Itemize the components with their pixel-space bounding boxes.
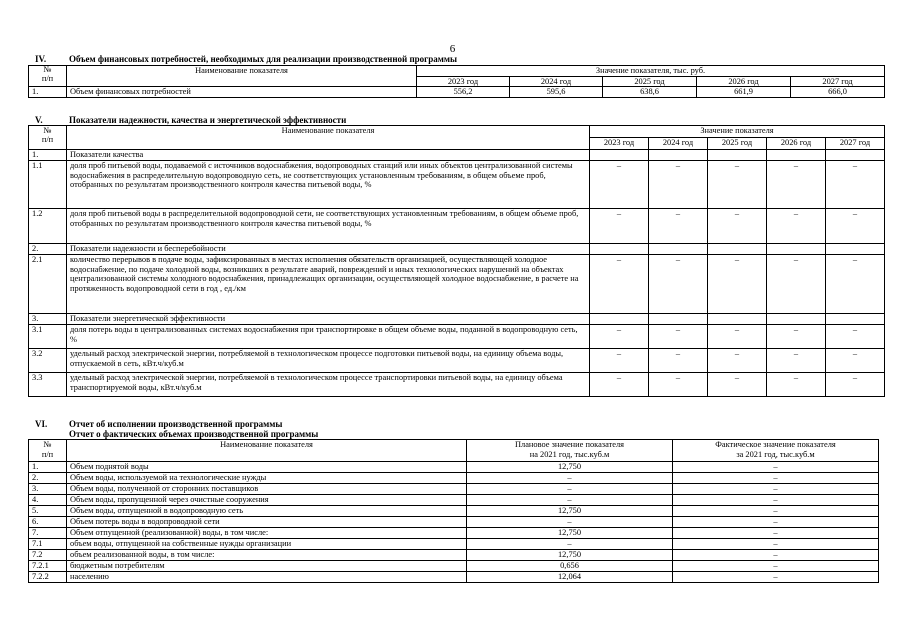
section5-col-no: № п/п	[29, 126, 67, 150]
row-fact-value: –	[673, 539, 879, 550]
row-value-cell	[649, 325, 708, 349]
row-value: –	[852, 209, 858, 218]
row-value-cell	[708, 244, 767, 255]
row-fact-value: –	[673, 506, 879, 517]
row-value: –	[616, 255, 622, 264]
row-value: –	[852, 161, 858, 170]
section6-table	[28, 439, 879, 583]
section4-year-header: 2026 год	[697, 76, 791, 87]
section5-year-header: 2025 год	[708, 138, 767, 150]
row-number: 1.	[29, 462, 67, 473]
row-number: 3.	[29, 314, 67, 325]
row-fact-value: –	[673, 550, 879, 561]
section4-col-no: № п/п	[29, 66, 67, 87]
section5-table	[28, 125, 885, 397]
row-name: Показатели надежности и бесперебойности	[67, 244, 590, 255]
table-row	[29, 572, 879, 583]
row-value-cell	[767, 325, 826, 349]
section5-title-text: Показатели надежности, качества и энергетической эффективности	[69, 115, 347, 125]
row-value-cell	[826, 314, 885, 325]
row-value-cell	[590, 150, 649, 161]
row-name: населению	[67, 572, 467, 583]
row-name: удельный расход электрической энергии, потребляемой в технологическом процессе подготовки питьевой воды, на единицу объема воды, отпускаемой в сеть, кВт.ч/куб.м	[67, 349, 590, 373]
row-value: 666,0	[791, 87, 885, 98]
row-value: –	[852, 373, 858, 382]
row-name: объем реализованной воды, в том числе:	[67, 550, 467, 561]
row-value-cell	[767, 244, 826, 255]
row-value: –	[616, 349, 622, 358]
row-value: –	[734, 373, 740, 382]
row-value-cell	[590, 325, 649, 349]
row-value-cell	[708, 314, 767, 325]
row-plan-value: 12,750	[467, 528, 673, 539]
section6-col-fact: Фактическое значение показателя за 2021 год, тыс.куб.м	[673, 440, 879, 462]
row-plan-value: –	[467, 484, 673, 495]
section6-subtitle: Отчет о фактических объемах производственной программы	[69, 429, 319, 439]
row-number: 3.3	[29, 373, 67, 397]
row-value-cell	[590, 255, 649, 314]
row-plan-value: 12,750	[467, 506, 673, 517]
section5-col-name: Наименование показателя	[67, 126, 590, 150]
row-number: 3.1	[29, 325, 67, 349]
row-number: 7.2.2	[29, 572, 67, 583]
section4-year-header: 2023 год	[417, 76, 510, 87]
row-name: Объем воды, полученной от сторонних поставщиков	[67, 484, 467, 495]
row-name: доля проб питьевой воды в распределительной водопроводной сети, не соответствующих установленным требованиям, в общем объеме проб, отобранных по результатам производственного контроля качества питьевой воды, %	[67, 209, 590, 244]
table-row	[29, 244, 885, 255]
row-name: количество перерывов в подаче воды, зафиксированных в местах исполнения обязательств организацией, осуществляющей холодное водоснабжение, по подаче холодной воды, возникших в результате аварий, повреждений и иных технологических нарушений на объектах централизованной системы холодного водоснабжения, принадлежащих организации, осуществляющей холодное водоснабжение, в расчете на протяженность водопроводной сети в год , ед./км	[67, 255, 590, 314]
row-number: 3.2	[29, 349, 67, 373]
row-plan-value: –	[467, 539, 673, 550]
row-number: 3.	[29, 484, 67, 495]
table-row	[29, 314, 885, 325]
row-number: 7.1	[29, 539, 67, 550]
row-number: 7.2.1	[29, 561, 67, 572]
row-value: 556,2	[417, 87, 510, 98]
row-value-cell	[826, 325, 885, 349]
section5-year-header: 2027 год	[826, 138, 885, 150]
section5-col-value: Значение показателя	[590, 126, 885, 138]
row-value-cell	[649, 314, 708, 325]
row-value: –	[734, 325, 740, 334]
row-value-cell	[590, 244, 649, 255]
row-value: –	[616, 373, 622, 382]
row-value: –	[793, 209, 799, 218]
row-value: –	[675, 209, 681, 218]
row-number: 2.	[29, 244, 67, 255]
row-value: –	[793, 349, 799, 358]
row-value-cell	[826, 255, 885, 314]
row-value-cell	[826, 244, 885, 255]
row-value-cell	[649, 244, 708, 255]
row-value-cell	[767, 314, 826, 325]
row-name: Объем поднятой воды	[67, 462, 467, 473]
row-value: 661,9	[697, 87, 791, 98]
row-value-cell	[708, 161, 767, 209]
row-value: –	[734, 209, 740, 218]
row-value: –	[852, 255, 858, 264]
row-value-cell	[649, 255, 708, 314]
row-name: Объем воды, используемой на технологические нужды	[67, 473, 467, 484]
row-plan-value: –	[467, 517, 673, 528]
row-number: 1.	[29, 150, 67, 161]
table-row	[29, 528, 879, 539]
section4-number: IV.	[35, 54, 47, 64]
row-number: 1.2	[29, 209, 67, 244]
row-value-cell	[649, 161, 708, 209]
row-name: бюджетным потребителям	[67, 561, 467, 572]
row-value-cell	[649, 349, 708, 373]
row-value: –	[675, 349, 681, 358]
page-number: 6	[449, 43, 456, 55]
table-row	[29, 506, 879, 517]
section5-title	[35, 115, 346, 125]
table-row	[29, 473, 879, 484]
row-value-cell	[590, 314, 649, 325]
row-value-cell	[826, 209, 885, 244]
row-value-cell	[708, 373, 767, 397]
row-value: –	[734, 161, 740, 170]
row-value-cell	[767, 255, 826, 314]
row-value-cell	[590, 373, 649, 397]
section4-year-header: 2027 год	[791, 76, 885, 87]
table-row	[29, 161, 885, 209]
row-value-cell	[590, 209, 649, 244]
row-value: –	[616, 161, 622, 170]
table-row	[29, 495, 879, 506]
table-row	[29, 87, 885, 98]
row-name: доля проб питьевой воды, подаваемой с источников водоснабжения, водопроводных станций или иных объектов централизованной системы водоснабжения в распределительную водопроводную сеть, не соответствующих установленным требованиям, в общем объеме проб, отобранных по результатам производственного контроля качества питьевой воды, %	[67, 161, 590, 209]
row-value-cell	[649, 150, 708, 161]
row-value: –	[675, 161, 681, 170]
table-row	[29, 325, 885, 349]
row-name: Объем потерь воды в водопроводной сети	[67, 517, 467, 528]
row-value-cell	[826, 161, 885, 209]
section4-col-name: Наименование показателя	[67, 66, 417, 87]
row-fact-value: –	[673, 484, 879, 495]
row-number: 6.	[29, 517, 67, 528]
table-row	[29, 517, 879, 528]
section5-year-header: 2026 год	[767, 138, 826, 150]
section6-title-text: Отчет об исполнении производственной программы	[69, 419, 283, 429]
row-fact-value: –	[673, 517, 879, 528]
row-value: –	[793, 161, 799, 170]
row-name: Объем финансовых потребностей	[67, 87, 417, 98]
section6-title	[35, 419, 282, 429]
row-plan-value: –	[467, 495, 673, 506]
row-value-cell	[826, 150, 885, 161]
row-value: –	[793, 325, 799, 334]
row-value-cell	[590, 161, 649, 209]
row-value-cell	[590, 349, 649, 373]
table-row	[29, 561, 879, 572]
table-row	[29, 373, 885, 397]
table-row	[29, 539, 879, 550]
row-number: 2.1	[29, 255, 67, 314]
table-row	[29, 484, 879, 495]
row-fact-value: –	[673, 495, 879, 506]
row-value-cell	[649, 209, 708, 244]
row-fact-value: –	[673, 572, 879, 583]
row-name: Показатели качества	[67, 150, 590, 161]
row-value-cell	[826, 349, 885, 373]
section6-col-name: Наименование показателя	[67, 440, 467, 462]
row-name: Объем воды, пропущенной через очистные сооружения	[67, 495, 467, 506]
row-value: –	[793, 255, 799, 264]
row-value-cell	[649, 373, 708, 397]
section4-table	[28, 65, 885, 98]
row-value-cell	[708, 325, 767, 349]
row-value-cell	[708, 150, 767, 161]
section6-col-no: № п/п	[29, 440, 67, 462]
row-value: –	[793, 373, 799, 382]
row-plan-value: 12,064	[467, 572, 673, 583]
row-value-cell	[767, 349, 826, 373]
section6-col-plan: Плановое значение показателя на 2021 год, тыс.куб.м	[467, 440, 673, 462]
section6-number: VI.	[35, 419, 48, 429]
section4-year-header: 2025 год	[603, 76, 697, 87]
row-number: 7.	[29, 528, 67, 539]
section4-col-value: Значение показателя, тыс. руб.	[417, 66, 885, 77]
row-name: Объем воды, отпущенной в водопроводную сеть	[67, 506, 467, 517]
row-value: 638,6	[603, 87, 697, 98]
row-fact-value: –	[673, 473, 879, 484]
row-value: –	[734, 255, 740, 264]
row-value: –	[852, 325, 858, 334]
row-fact-value: –	[673, 561, 879, 572]
row-value-cell	[708, 349, 767, 373]
row-value-cell	[767, 209, 826, 244]
row-value-cell	[708, 255, 767, 314]
row-number: 7.2	[29, 550, 67, 561]
row-number: 2.	[29, 473, 67, 484]
row-value: –	[675, 255, 681, 264]
table-row	[29, 550, 879, 561]
section4-year-header: 2024 год	[510, 76, 603, 87]
section5-number: V.	[35, 115, 43, 125]
table-row	[29, 462, 879, 473]
row-value: 595,6	[510, 87, 603, 98]
table-row	[29, 255, 885, 314]
row-value: –	[675, 373, 681, 382]
row-value-cell	[767, 373, 826, 397]
section4-title	[35, 54, 457, 64]
row-name: объем воды, отпущенной на собственные нужды организации	[67, 539, 467, 550]
row-plan-value: 12,750	[467, 550, 673, 561]
row-plan-value: –	[467, 473, 673, 484]
row-value-cell	[708, 209, 767, 244]
row-fact-value: –	[673, 528, 879, 539]
row-name: доля потерь воды в централизованных системах водоснабжения при транспортировке в общем объеме воды, поданной в водопроводную сеть, %	[67, 325, 590, 349]
table-row	[29, 209, 885, 244]
row-value: –	[675, 325, 681, 334]
row-name: удельный расход электрической энергии, потребляемой в технологическом процессе транспортировки питьевой воды, на единицу объема транспортируемой воды, кВт.ч/куб.м	[67, 373, 590, 397]
table-row	[29, 150, 885, 161]
section5-year-header: 2024 год	[649, 138, 708, 150]
row-number: 5.	[29, 506, 67, 517]
section5-year-header: 2023 год	[590, 138, 649, 150]
section4-title-text: Объем финансовых потребностей, необходимых для реализации производственной программы	[69, 54, 458, 64]
row-number: 1.	[29, 87, 67, 98]
row-number: 4.	[29, 495, 67, 506]
row-value-cell	[826, 373, 885, 397]
row-plan-value: 0,656	[467, 561, 673, 572]
row-value: –	[616, 325, 622, 334]
row-value: –	[734, 349, 740, 358]
row-name: Объем отпущенной (реализованной) воды, в том числе:	[67, 528, 467, 539]
row-value-cell	[767, 161, 826, 209]
row-value-cell	[767, 150, 826, 161]
row-value: –	[852, 349, 858, 358]
row-value: –	[616, 209, 622, 218]
row-fact-value: –	[673, 462, 879, 473]
row-plan-value: 12,750	[467, 462, 673, 473]
row-number: 1.1	[29, 161, 67, 209]
table-row	[29, 349, 885, 373]
row-name: Показатели энергетической эффективности	[67, 314, 590, 325]
